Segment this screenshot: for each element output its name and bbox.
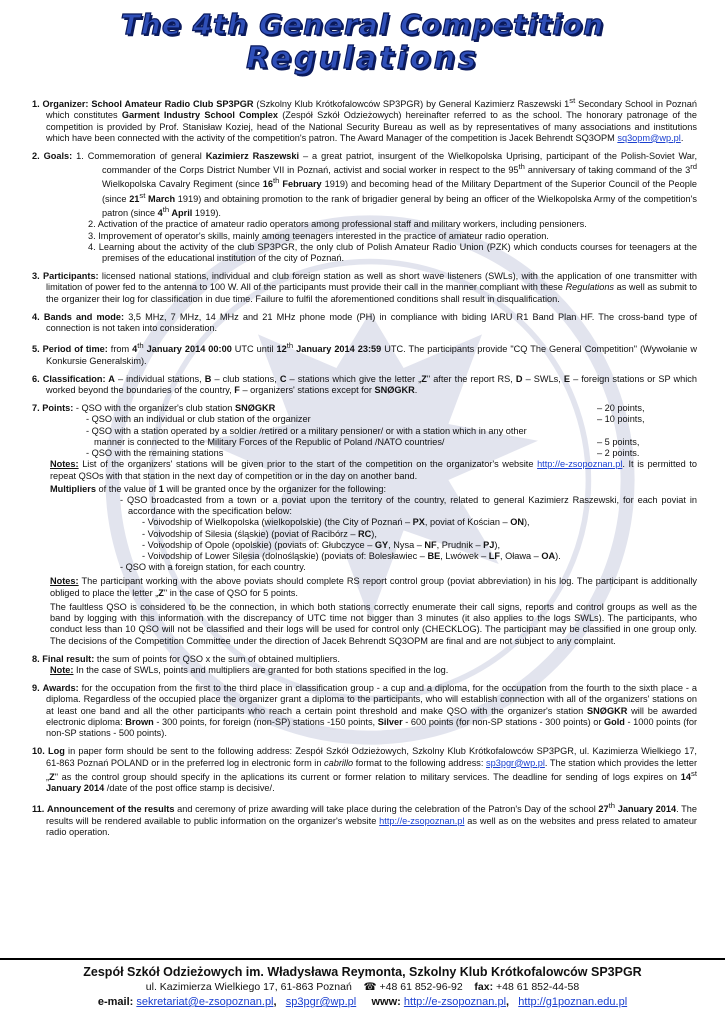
section-period: 5. Period of time: from 4th January 2014 00:00 UTC until 12th January 2014 23:59 UTC. The participants provide "CQ The General Competition" (Wywołanie w Konkursie Generalskim).: [32, 341, 697, 366]
section-final-result: 8. Final result: the sum of points for QSO x the sum of obtained multipliers. Note: In the case of SWLs, points and multipliers are granted for both stations specified in the log.: [32, 653, 449, 675]
section-label: Organizer: School Amateur Radio Club SP3PGR: [42, 99, 254, 110]
multiplier-item-2: - QSO with a foreign station, for each country.: [120, 562, 306, 573]
footer-email-secretariat-link[interactable]: sekretariat@e-zsopoznan.pl: [136, 996, 274, 1008]
title-block: [0, 8, 725, 76]
award-manager-email-link[interactable]: sq3opm@wp.pl: [617, 132, 681, 143]
section-points: 7. Points: - QSO with the organizer's club station SNØGKR – 20 points, - QSO with an individual or club station of the organizer – 10 points, - QSO with a station operated by a soldier /retired or a military pensioner/ or with a station which in any other manner is connected to the Military Forces of the Republic of Poland /NATO countries/ – 5 points, - QSO with the remaining stations – 2 points. Notes: List of the organizers' stations will be given prior to the start of the competition on the organizator's website http://e-zsopoznan.pl. It is permitted to repeat QSOs with that station in the next day of competition or in the day on another band. Multipliers of the value of 1 will be granted once by the organizer for the following: - QSO broadcasted from a town or a poviat upon the territory of the country, related to general Kazimierz Raszewski, for each poviat in accordance with the specification below: - Voivodship of Wielkopolska (wielkopolskie) (the City of Poznań – PX, poviat of Kościan – ON), - Voivodship of Silesia (śląskie) (poviat of Racibórz – RC), - Voivodship of Opole (opolskie) (poviats of: Głubczyce – GY, Nysa – NF, Prudnik – PJ), - Voivodship of Lower Silesia (dolnośląskie) (poviats of: Bolesławiec – BE, Lwówek – LF, Oława – OA). - QSO with a foreign station, for each country. Notes: The participant working with the above poviats should complete RS report control group (poviat abbreviation) in his log. The participant is additionally obliged to place the letter „Z" in the case of QSO for 5 points. The faultless QSO is considered to be the connection, in which both stations correctly enumerate their call signs, reports and control groups as well as the band by logging with this information with the discrepancy of UTC time not bigger than 3 minutes (it also applies to the logs SWLs). The participants, who conduct less than 10 QSO will not be classified and their logs will be used for control only (CHECKLOG). The participant may be classified in one group only. The decisions of the Competition Committee under the direction of Jacek Behrendt SQ3OPM are final and are not subject to any complaint.: [32, 403, 697, 646]
section-number: 1.: [32, 99, 40, 110]
phone-icon: ☎: [363, 981, 377, 993]
section-bands: 4. Bands and mode: 3,5 MHz, 7 MHz, 14 MHz and 21 MHz phone mode (PH) in compliance with biding IARU R1 Band Plan HF. The cross-band type of connection is not taken into consideration.: [32, 311, 697, 334]
points-row-2: - QSO with an individual or club station of the organizer – 10 points,: [86, 414, 645, 425]
title-line-1: The 4th General Competition: [120, 8, 605, 41]
footer-school-name: Zespół Szkół Odzieżowych im. Władysława Reymonta, Szkolny Klub Krótkofalowców SP3PGR: [83, 965, 642, 979]
points-row-4: - QSO with the remaining stations – 2 points.: [86, 448, 640, 459]
regulations-content: [32, 96, 697, 845]
organizer-website-link[interactable]: http://e-zsopoznan.pl: [537, 459, 623, 470]
points-row-1: 7. Points: - QSO with the organizer's club station SNØGKR – 20 points,: [32, 403, 645, 414]
section-goals: 2. Goals: 1. Commemoration of general Kazimierz Raszewski – a great patriot, insurgent of the Wielkopolska Uprising, participant of the Polish-Soviet War, commander of the Corps District Number VII in Poznań, activist and social worker in respect to the 95th anniversary of taking command of the 3rd Wielkopolska Cavalry Regiment (since 16th February 1919) and becoming head of the Military Department of the Superior Council of the People (since 21st March 1919) and obtaining promotion to the rank of brigadier general by being an officer of the Wielkopolska Army of the competition's patron (since 4th April 1919). 2. Activation of the practice of amateur radio operators among professional staff and military workers, including pensioners. 3. Improvement of operator's skills, mainly among teenagers interested in the practice of amateur radio operation. 4. Learning about the activity of the club SP3PGR, the only club of Polish Amateur Radio Union (PZK) which conducts courses for teenagers at the premises of the educational institution of the city of Poznań.: [32, 150, 698, 263]
results-website-link[interactable]: http://e-zsopoznan.pl: [379, 815, 465, 826]
goal-4: 4. Learning about the activity of the club SP3PGR, the only club of Polish Amateur Radio Union (PZK) which conducts courses for teenagers at the premises of the educational institution of the city of Poznań.: [88, 241, 697, 263]
footer: [0, 958, 725, 1010]
section-participants: 3. Participants: licensed national stations, individual and club foreign station as well as short wave listeners (SWLs), with the application of one transmitter with limitation of power fed to the antenna to 100 W. All of the participants must provide their call in the manner compliant with these Regulations as well as submit to the organizer their log for classification in due time. Failure to fulfil the aforementioned conditions shall result in disqualification.: [32, 271, 697, 304]
section-classification: 6. Classification: A – individual stations, B – club stations, C – stations which give the letter „Z" after the report RS, D – SWLs, E – foreign stations or SP which worked beyond the boundaries of the country, F – organizers' stations except for SNØGKR.: [32, 373, 697, 395]
voivodship-2: - Voivodship of Silesia (śląskie) (poviat of Racibórz – RC),: [142, 528, 377, 539]
footer-contact-line: ul. Kazimierza Wielkiego 17, 61-863 Poznań ☎ +48 61 852-96-92 fax: +48 61 852-44-58: [145, 981, 580, 993]
faultless-qso-paragraph: The faultless QSO is considered to be the connection, in which both stations correctly enumerate their call signs, reports and control groups as well as the band by logging with this information with the discrepancy of UTC time not bigger than 3 minutes (it also applies to the logs SWLs). The participants, who conduct less than 10 QSO will not be classified and their logs will be used for control only (CHECKLOG). The participant may be classified in one group only. The decisions of the Competition Committee under the direction of Jacek Behrendt SQ3OPM are final and are not subject to any complaint.: [50, 601, 697, 646]
points-row-3b: manner is connected to the Military Forces of the Republic of Poland /NATO countries/ – 5 points,: [94, 436, 640, 447]
voivodship-3: - Voivodship of Opole (opolskie) (poviats of: Głubczyce – GY, Nysa – NF, Prudnik – PJ),: [142, 539, 501, 550]
goal-2: 2. Activation of the practice of amateur radio operators among professional staff and military workers, including pensioners.: [88, 219, 587, 230]
footer-online-line: e-mail: sekretariat@e-zsopoznan.pl, sp3pgr@wp.pl www: http://e-zsopoznan.pl, http://g1poznan.edu.pl: [97, 996, 628, 1008]
title-line-2: Regulations: [246, 41, 479, 76]
voivodship-4: - Voivodship of Lower Silesia (dolnośląskie) (poviats of: Bolesławiec – BE, Lwówek – LF, Oława – OA).: [142, 551, 561, 562]
section-announcement: 11. Announcement of the results and ceremony of prize awarding will take place during the celebration of the Patron's Day of the school 27th January 2014. The results will be rendered available to public information on the organizer's website http://e-zsopoznan.pl as well as on the websites and press related to amateur radio operation.: [32, 801, 697, 837]
multiplier-item-1: - QSO broadcasted from a town or a poviat upon the territory of the country, related to general Kazimierz Raszewski, for each poviat in accordance with the specification below:: [120, 494, 697, 517]
voivodship-1: - Voivodship of Wielkopolska (wielkopolskie) (the City of Poznań – PX, poviat of Kościan – ON),: [142, 517, 530, 528]
section-awards: 9. Awards: for the occupation from the first to the third place in classification group - a cup and a diploma, for the occupation from the fourth to the sixth place - a diploma. Regardless of the occupied place the organizer grant a diploma to the participants, who will establish connection with all of the organizers' stations on at least one band and all the other participants who reach a certain point threshold and make QSO with the organizer's station SNØGKR will be awarded electronic diploma: Brown - 300 points, for foreign (non-SP) stations -150 points, Silver - 600 points (for non-SP stations - 300 points) or Gold - 1000 points (for non-SP stations - 500 points).: [32, 683, 698, 739]
points-row-3a: - QSO with a station operated by a soldier /retired or a military pensioner/ or with a station which in any other: [86, 425, 527, 436]
footer-website-school-link[interactable]: http://e-zsopoznan.pl: [403, 996, 507, 1008]
footer-website-g1-link[interactable]: http://g1poznan.edu.pl: [518, 996, 628, 1008]
goal-3: 3. Improvement of operator's skills, mainly among teenagers interested in the practice of amateur radio operation.: [88, 230, 549, 241]
log-email-link[interactable]: sp3pgr@wp.pl: [486, 757, 545, 768]
footer-email-club-link[interactable]: sp3pgr@wp.pl: [285, 996, 357, 1008]
section-log: 10. Log in paper form should be sent to the following address: Zespół Szkół Odzieżowych, Szkolny Klub Krótkofalowców SP3PGR, ul. Kazimierza Wielkiego 17, 61-863 Poznań POLAND or in the preferred log in electronic form in cabrillo format to the following address: sp3pgr@wp.pl. The station which provides the letter „Z" as the control group should specify in the aplications its current or former relation to military services. The deadline for sending of logs expires on 14st January 2014 /date of the post office stamp is decisive/.: [32, 746, 698, 794]
section-organizer: 1. Organizer: School Amateur Radio Club SP3PGR (Szkolny Klub Krótkofalowców SP3PGR) by General Kazimierz Raszewski 1st Secondary School in Poznań which constitutes Garment Industry School Complex (Zespół Szkół Odzieżowych) hereinafter referred to as the school. The honorary patronage of the competition is provided by Prof. Stanisław Koziej, head of the National Security Bureau as well as by representatives of many associations and institutions which have been connected with the activity of the competition's patron. The Award Manager of the competition is Jacek Behrendt SQ3OPM sq3opm@wp.pl.: [32, 96, 697, 143]
